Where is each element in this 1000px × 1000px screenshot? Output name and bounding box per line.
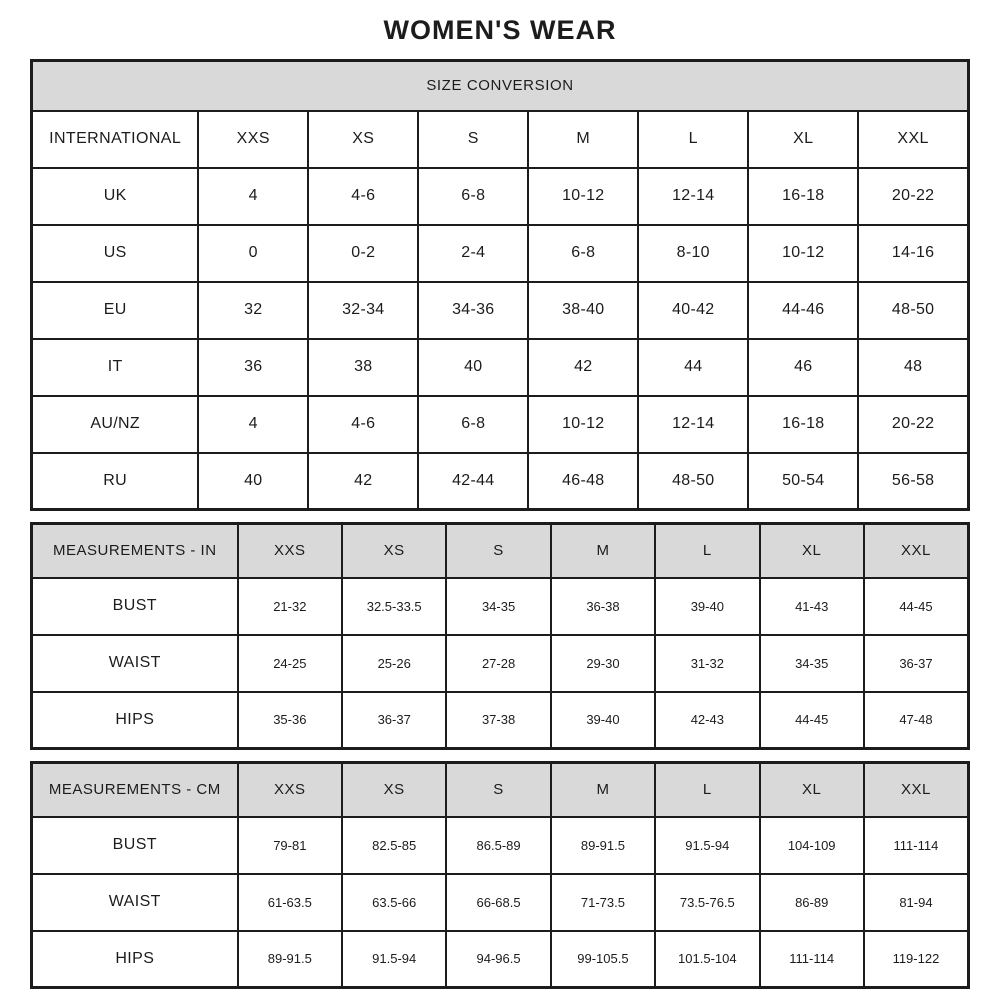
table-cell: 32-34	[308, 282, 418, 339]
row-label: WAIST	[32, 635, 238, 692]
table-cell: 101.5-104	[655, 931, 759, 988]
page-title: WOMEN'S WEAR	[383, 15, 617, 45]
table-row-bust-in	[32, 578, 969, 635]
table-cell: 40	[198, 453, 308, 510]
column-header: XXS	[238, 524, 342, 578]
table-cell: 111-114	[760, 931, 864, 988]
table-cell: 81-94	[864, 874, 969, 931]
table-row-ru	[32, 453, 969, 510]
table-cell: 4-6	[308, 396, 418, 453]
column-header: XXS	[198, 111, 308, 168]
table-cell: 73.5-76.5	[655, 874, 759, 931]
table-cell: 0-2	[308, 225, 418, 282]
table-cell: 44-45	[864, 578, 969, 635]
row-label: BUST	[32, 817, 238, 874]
table-cell: 40-42	[638, 282, 748, 339]
table-cell: 48	[858, 339, 968, 396]
column-header: M	[551, 524, 655, 578]
table-cell: 31-32	[655, 635, 759, 692]
table-row-eu	[32, 282, 969, 339]
table-cell: 34-35	[760, 635, 864, 692]
table-cell: 25-26	[342, 635, 446, 692]
column-header: M	[528, 111, 638, 168]
table-cell: 6-8	[418, 396, 528, 453]
column-header: L	[655, 524, 759, 578]
table-cell: 34-35	[446, 578, 550, 635]
table-row-us	[32, 225, 969, 282]
column-header: XXL	[864, 524, 969, 578]
table-row-waist-in	[32, 635, 969, 692]
size-conversion-column-header-row	[32, 111, 969, 168]
column-header: L	[655, 763, 759, 817]
table-cell: 12-14	[638, 168, 748, 225]
column-header: XXS	[238, 763, 342, 817]
table-cell: 42	[308, 453, 418, 510]
table-cell: 41-43	[760, 578, 864, 635]
table-cell: 35-36	[238, 692, 342, 749]
table-cell: 39-40	[655, 578, 759, 635]
table-cell: 8-10	[638, 225, 748, 282]
column-header: S	[418, 111, 528, 168]
table-cell: 21-32	[238, 578, 342, 635]
table-cell: 48-50	[638, 453, 748, 510]
table-cell: 46	[748, 339, 858, 396]
column-header: INTERNATIONAL	[32, 111, 199, 168]
table-cell: 119-122	[864, 931, 969, 988]
table-row-hips-in	[32, 692, 969, 749]
table-cell: 34-36	[418, 282, 528, 339]
column-header: XS	[342, 524, 446, 578]
table-cell: 16-18	[748, 168, 858, 225]
table-row-waist-cm	[32, 874, 969, 931]
table-cell: 94-96.5	[446, 931, 550, 988]
table-cell: 91.5-94	[655, 817, 759, 874]
column-header: XXL	[858, 111, 968, 168]
measurements-cm-header-row	[32, 763, 969, 817]
table-cell: 38-40	[528, 282, 638, 339]
table-cell: 66-68.5	[446, 874, 550, 931]
table-cell: 61-63.5	[238, 874, 342, 931]
table-cell: 42-44	[418, 453, 528, 510]
size-conversion-section	[0, 59, 1000, 511]
row-label: WAIST	[32, 874, 238, 931]
table-cell: 10-12	[528, 396, 638, 453]
table-cell: 27-28	[446, 635, 550, 692]
table-cell: 36-38	[551, 578, 655, 635]
table-cell: 0	[198, 225, 308, 282]
table-row-bust-cm	[32, 817, 969, 874]
row-label: BUST	[32, 578, 238, 635]
section-header: MEASUREMENTS - CM	[32, 763, 238, 817]
table-cell: 86-89	[760, 874, 864, 931]
size-conversion-table	[30, 59, 970, 511]
size-conversion-header: SIZE CONVERSION	[32, 61, 969, 111]
measurements-cm-table	[30, 761, 970, 989]
column-header: XL	[760, 524, 864, 578]
table-cell: 36-37	[342, 692, 446, 749]
table-row-it	[32, 339, 969, 396]
table-cell: 4	[198, 168, 308, 225]
table-cell: 111-114	[864, 817, 969, 874]
table-cell: 99-105.5	[551, 931, 655, 988]
table-cell: 32.5-33.5	[342, 578, 446, 635]
table-cell: 71-73.5	[551, 874, 655, 931]
column-header: XL	[760, 763, 864, 817]
table-cell: 63.5-66	[342, 874, 446, 931]
table-cell: 39-40	[551, 692, 655, 749]
table-cell: 44-46	[748, 282, 858, 339]
table-cell: 79-81	[238, 817, 342, 874]
table-cell: 12-14	[638, 396, 748, 453]
column-header: L	[638, 111, 748, 168]
column-header: XXL	[864, 763, 969, 817]
table-cell: 48-50	[858, 282, 968, 339]
table-cell: 16-18	[748, 396, 858, 453]
row-label: IT	[32, 339, 199, 396]
table-cell: 36-37	[864, 635, 969, 692]
table-cell: 32	[198, 282, 308, 339]
table-cell: 89-91.5	[551, 817, 655, 874]
measurements-in-header-row	[32, 524, 969, 578]
row-label: UK	[32, 168, 199, 225]
table-row-aunz	[32, 396, 969, 453]
table-cell: 37-38	[446, 692, 550, 749]
table-cell: 42	[528, 339, 638, 396]
table-cell: 4	[198, 396, 308, 453]
table-row-hips-cm	[32, 931, 969, 988]
table-cell: 2-4	[418, 225, 528, 282]
measurements-cm-section	[0, 761, 1000, 989]
table-cell: 42-43	[655, 692, 759, 749]
table-cell: 6-8	[528, 225, 638, 282]
table-cell: 104-109	[760, 817, 864, 874]
column-header: S	[446, 763, 550, 817]
table-cell: 46-48	[528, 453, 638, 510]
table-cell: 47-48	[864, 692, 969, 749]
table-cell: 10-12	[748, 225, 858, 282]
table-cell: 56-58	[858, 453, 968, 510]
row-label: RU	[32, 453, 199, 510]
table-cell: 36	[198, 339, 308, 396]
column-header: XS	[342, 763, 446, 817]
table-cell: 91.5-94	[342, 931, 446, 988]
row-label: AU/NZ	[32, 396, 199, 453]
table-cell: 86.5-89	[446, 817, 550, 874]
table-cell: 24-25	[238, 635, 342, 692]
table-cell: 38	[308, 339, 418, 396]
table-cell: 20-22	[858, 396, 968, 453]
column-header: XL	[748, 111, 858, 168]
table-cell: 4-6	[308, 168, 418, 225]
row-label: US	[32, 225, 199, 282]
table-cell: 14-16	[858, 225, 968, 282]
measurements-in-section	[0, 522, 1000, 750]
table-cell: 40	[418, 339, 528, 396]
table-cell: 89-91.5	[238, 931, 342, 988]
table-cell: 20-22	[858, 168, 968, 225]
table-cell: 50-54	[748, 453, 858, 510]
table-cell: 6-8	[418, 168, 528, 225]
row-label: EU	[32, 282, 199, 339]
table-cell: 44-45	[760, 692, 864, 749]
column-header: S	[446, 524, 550, 578]
row-label: HIPS	[32, 692, 238, 749]
measurements-in-table	[30, 522, 970, 750]
table-cell: 29-30	[551, 635, 655, 692]
column-header: M	[551, 763, 655, 817]
table-cell: 82.5-85	[342, 817, 446, 874]
table-cell: 10-12	[528, 168, 638, 225]
column-header: XS	[308, 111, 418, 168]
section-header: MEASUREMENTS - IN	[32, 524, 238, 578]
table-row-uk	[32, 168, 969, 225]
table-cell: 44	[638, 339, 748, 396]
row-label: HIPS	[32, 931, 238, 988]
